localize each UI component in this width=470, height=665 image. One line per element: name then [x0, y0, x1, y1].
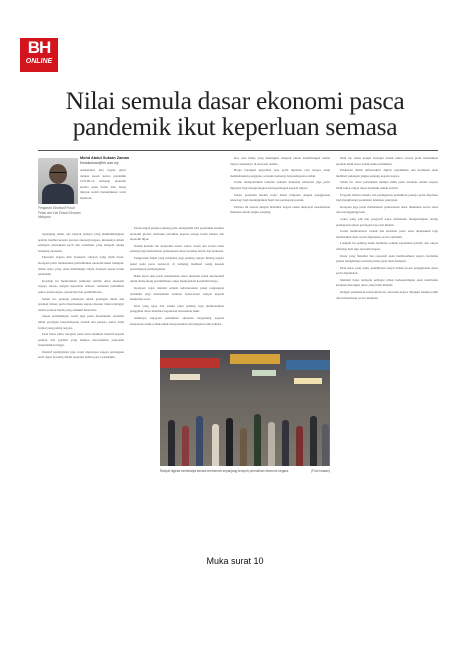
paragraph: Sektor pertanian moden wajar diberi tumpuan dengan penggunaan teknologi bagi meningkatkan hasil dan pendapatan petani. — [230, 192, 330, 203]
paragraph: Dasar yang fleksibel dan responsif akan membolehkan negara bertindak pantas menghadapi sebarang krisis pada masa hadapan. — [336, 253, 438, 264]
paragraph: Keadaan ini memerlukan penilaian semula dasar ekonomi supaya selaras dengan keperluan semasa, termasuk pemulihan sektor pelancongan, peruncitan dan perkhidmatan. — [38, 278, 124, 294]
byline — [80, 156, 224, 166]
paragraph: Pada masa sama, kerajaan perlu terus memberi insentif kepada pelabur dan syarikat yang mampu mewujudkan pekerjaan berkemahiran tinggi. — [38, 332, 124, 348]
paragraph: Usaha membanteras rasuah dan ketirisan perlu terus diperkukuh bagi memastikan dana awam digunakan secara optimum. — [336, 229, 438, 239]
photo-shop-sign — [294, 378, 322, 384]
article-column-3 — [230, 156, 330, 343]
paragraph: Perkara ini selaras dengan matlamat negara untuk mencapai keselamatan makanan dalam jangka panjang. — [230, 204, 330, 215]
photo-person — [282, 420, 289, 466]
logo-online-text: ONLINE — [25, 58, 53, 65]
article-intro-text: Adakalanya kita begitu gusar dengan kesan ketara pandemik COVID-19 terhadap ekonomi kerana sejak bulan lalu, harga minyak sudah menunjukkan trend menurun. — [80, 168, 126, 200]
logo-bh-text: BH — [27, 38, 51, 57]
photo-person — [322, 424, 329, 466]
headline-line-1: Nilai semula dasar ekonomi pasca — [65, 86, 405, 115]
paragraph: Harga barangan keperluan asas perlu dipantau rapi supaya tidak membebankan pengguna, terutama keluarga berpendapatan rendah. — [230, 168, 330, 178]
photo-person — [182, 426, 189, 466]
photo-awning — [160, 358, 220, 368]
paragraph: Dengan pendekatan menyeluruh ini, ekonomi negara dijangka mampu pulih dan berkembang secara mampan. — [336, 290, 438, 300]
paragraph: Kerajaan juga perlu memastikan pelaksanaan dasar dilakukan secara telus dan bertanggungjawab. — [336, 204, 438, 215]
headline-line-2: pandemik ikut keperluan semasa — [72, 112, 398, 141]
paragraph: Sepanjang tahun, ada banyak perkara yang membimbangkan apabila melihat kepada prestasi ekonomi negara, khususnya dalam kalangan perusahaan kecil dan sederhana yang menjadi tulang belakang ekonomi. — [38, 232, 124, 253]
photo-credit: (Foto hiasan) — [311, 469, 330, 473]
paragraph: Dalam konteks ini, kerjasama antara sektor awam dan swasta amat penting bagi memastikan pelaksanaan dasar berjalan lancar dan berkesan. — [130, 243, 224, 254]
paragraph: Data yang tepat dan terkini amat penting bagi membolehkan penggubal dasar membuat keputusan berasaskan bukti. — [130, 303, 224, 314]
photo-person — [196, 416, 203, 466]
paragraph: Selain itu, dasar perumahan mampu milik perlu disemak semula supaya lebih ramai rakyat dapat memiliki rumah sendiri. — [336, 180, 438, 190]
paragraph: Ekonomi negara kini berdepan cabaran yang lebih besar. Kerajaan perlu memastikan pertumbuhan ekonomi kekal mampan, dalam masa yang sama melindungi rakyat daripada kesan buruk pandemik. — [38, 255, 124, 277]
paragraph: Kos sara hidup yang meningkat menjadi antara kebimbangan utama rakyat, khususnya di kawasan bandar. — [230, 156, 330, 166]
paragraph: Langkah ini penting untuk membina semula keyakinan pelabur dan rakyat terhadap hala tuju ekonomi negara. — [336, 241, 438, 251]
photo-person — [168, 420, 175, 466]
photo-shop-sign — [170, 374, 200, 380]
photo-person — [254, 414, 261, 466]
author-caption: Pengarah Eksekutif Pusat Pelan dan Hal Ehwal Ekonomi Malaysia — [38, 206, 81, 220]
paragraph: Cukai yang adil dan progresif dapat membantu mengurangkan jurang pendapatan antara golongan kaya dan miskin. — [336, 216, 438, 227]
headline-divider — [38, 150, 438, 151]
author-photo-glasses — [50, 172, 66, 176]
paragraph: Kerajaan wajar menilai semula keberkesanan pakej rangsangan terdahulu bagi memastikan bantuan benar-benar sampai kepada kumpulan sasar. — [130, 285, 224, 302]
author-email: Mohdsukran@bh.com.my — [80, 161, 119, 165]
paragraph: Bank pusat pula perlu memastikan dasar monetari kekal akomodatif untuk menyokong pertumbuhan, tanpa menjejaskan kestabilan harga. — [130, 273, 224, 284]
article-column-4 — [336, 156, 438, 524]
bh-online-logo — [20, 38, 58, 72]
article-intro — [80, 168, 126, 202]
photo-awning — [230, 354, 280, 364]
paragraph: Pada masa yang sama, penglibatan rakyat dalam proses penggubalan dasar perlu digalakkan. — [336, 265, 438, 276]
photo-awning — [286, 360, 330, 370]
paragraph: Inisiatif pendigitalan juga wajar dipercepat supaya perniagaan kecil dapat bersaing dalam ekonomi baharu pasca pandemik. — [38, 349, 124, 360]
paragraph: Pelaburan dalam infrastruktur digital, pendidikan dan kesihatan akan memberi pulangan jangka panjang kepada negara. — [336, 168, 438, 178]
page-number-label: Muka surat 10 — [206, 556, 264, 566]
paragraph: Usaha memperkukuh rantaian bekalan makanan tempatan juga perlu dipergiat bagi mengurangkan kebergantungan kepada import. — [230, 180, 330, 190]
market-crowd-photo — [160, 350, 330, 466]
paragraph: Pengurusan fiskal yang berhemat juga penting supaya hutang negara kekal pada paras terkawal, di samping memberi ruang kepada perbelanjaan pembangunan. — [130, 255, 224, 272]
photo-shop-sign — [252, 370, 276, 376]
author-photo-body — [42, 184, 74, 204]
paragraph: Maklum balas daripada pelbagai pihak berkepentingan akan membantu kerajaan merangka dasar yang lebih inklusif. — [336, 277, 438, 288]
author-photo — [38, 158, 78, 204]
paragraph: Perancangan jangka panjang perlu mengambil kira perubahan struktur ekonomi global, termasuk peralihan kepada tenaga boleh baharu dan ekonomi hijau. — [130, 226, 224, 242]
photo-person — [212, 424, 219, 466]
author-name: Mohd Abdul Sukran Zaman — [80, 156, 130, 160]
photo-person — [296, 426, 303, 466]
paragraph: Program latihan semula dan peningkatan kemahiran pekerja perlu diperluas bagi menghadapi perubahan landskap pekerjaan. — [336, 192, 438, 203]
paragraph: Oleh itu, rakan kongsi strategik dalam sektor swasta perlu memainkan peranan lebih besar dalam usaha pemulihan. — [336, 156, 438, 166]
paragraph: Selain itu, peluang pekerjaan untuk golongan muda dan graduan baharu perlu diperluaskan supaya mereka tidak terpinggir dalam pasaran buruh yang semakin mencabar. — [38, 296, 124, 312]
photo-person — [240, 428, 247, 466]
photo-person — [310, 416, 317, 466]
photo-person — [226, 418, 233, 466]
article-column-1 — [38, 232, 124, 468]
photo-person — [268, 422, 275, 466]
photo-caption-text: Rakyat digesa berbelanja secara berhemah sepanjang tempoh pemulihan ekonomi negara. — [160, 469, 290, 473]
photo-caption — [160, 469, 330, 473]
paragraph: Aspek perlindungan sosial juga perlu diperkukuh, terutama untuk golongan berpendapatan rendah dan pekerja sektor tidak formal yang paling terjejas. — [38, 314, 124, 330]
paragraph: Akhirnya, kejayaan pemulihan ekonomi bergantung kepada keupayaan semua pihak untuk menyesuaikan diri dengan norma baharu. — [130, 315, 224, 326]
